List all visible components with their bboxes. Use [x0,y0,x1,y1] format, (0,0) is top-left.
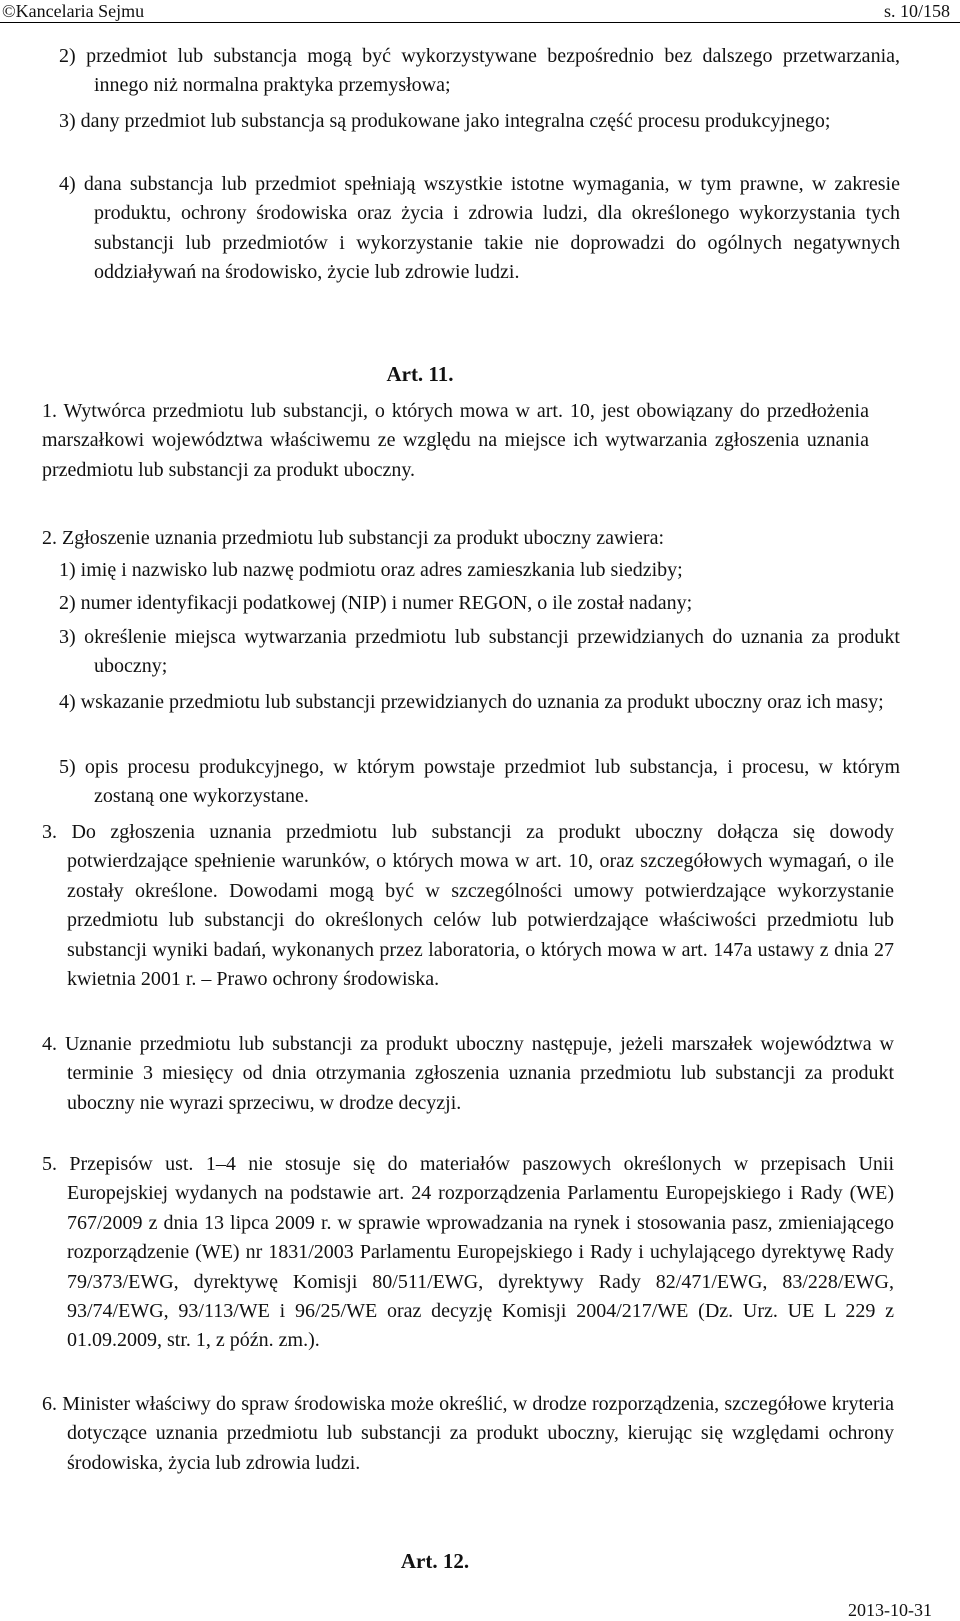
list-item: 3) określenie miejsca wytwarzania przedmiotu lub substancji przewidzianych do uznania za produkt uboczny; [59,626,900,678]
list-item: 3) dany przedmiot lub substancja są produkowane jako integralna część procesu produkcyjnego; [59,110,831,132]
footer-date: 2013-10-31 [848,1600,932,1620]
list-item: 2) przedmiot lub substancja mogą być wykorzystywane bezpośrednio bez dalszego przetwarzania, innego niż normalna praktyka przemysłowa; [59,45,900,97]
header-divider [0,22,960,23]
article-heading: Art. 11. [386,362,454,386]
list-item: 2) numer identyfikacji podatkowej (NIP) i numer REGON, o ile został nadany; [59,592,693,614]
copyright-label: ©Kancelaria Sejmu [2,1,145,21]
paragraph: 4. Uznanie przedmiotu lub substancji za produkt uboczny następuje, jeżeli marszałek województwa w terminie 3 miesięcy od dnia otrzymania zgłoszenia uznania przedmiotu lub substancji za produkt uboczny nie wyrazi sprzeciwu, w drodze decyzji. [42,1033,894,1114]
paragraph: 2. Zgłoszenie uznania przedmiotu lub substancji za produkt uboczny zawiera: [42,527,665,549]
paragraph: 3. Do zgłoszenia uznania przedmiotu lub substancji za produkt uboczny dołącza się dowody potwierdzające spełnienie warunków, o których mowa w art. 10, oraz szczegółowych wymagań, o ile zostały określone. Dowodami mogą być w szczególności umowy potwierdzające wykorzystanie przedmiotu lub substancji do określonych celów lub potwierdzające właściwości przedmiotu lub substancji wyniki badań, wykonanych przez laboratoria, o których mowa w art. 147a ustawy z dnia 27 kwietnia 2001 r. – Prawo ochrony środowiska. [42,821,894,991]
paragraph: 5. Przepisów ust. 1–4 nie stosuje się do materiałów paszowych określonych w przepisach Unii Europejskiej wydanych na podstawie art. 24 rozporządzenia Parlamentu Europejskiego i Rady (WE) 767/2009 z dnia 13 lipca 2009 r. w sprawie wprowadzania na rynek i stosowania pasz, zmieniającego rozporządzenie (WE) nr 1831/2003 Parlamentu Europejskiego i Rady i uchylającego dyrektywę Rady 79/373/EWG, dyrektywę Komisji 80/511/EWG, dyrektywy Rady 82/471/EWG, 83/228/EWG, 93/74/EWG, 93/113/WE i 96/25/WE oraz decyzję Komisji 2004/217/WE (Dz. Urz. UE L 229 z 01.09.2009, str. 1, z późn. zm.). [42,1153,894,1352]
paragraph: 6. Minister właściwy do spraw środowiska może określić, w drodze rozporządzenia, szczegółowe kryteria dotyczące uznania przedmiotu lub substancji za produkt uboczny, kierując się względami ochrony środowiska, życia lub zdrowia ludzi. [42,1393,894,1474]
list-item: 5) opis procesu produkcyjnego, w którym powstaje przedmiot lub substancja, i procesu, w którym zostaną one wykorzystane. [59,756,900,808]
article-heading: Art. 12. [400,1549,470,1573]
list-item: 4) wskazanie przedmiotu lub substancji przewidzianych do uznania za produkt uboczny oraz ich masy; [59,691,884,713]
page-number: s. 10/158 [883,1,950,21]
list-item: 4) dana substancja lub przedmiot spełniają wszystkie istotne wymagania, w tym prawne, w zakresie produktu, ochrony środowiska oraz życia i zdrowia ludzi, dla określonego wykorzystania tych substancji lub przedmiotów i wykorzystanie takie nie doprowadzi do ogólnych negatywnych oddziaływań na środowisko, życie lub zdrowie ludzi. [59,173,900,284]
paragraph: 1. Wytwórca przedmiotu lub substancji, o których mowa w art. 10, jest obowiązany do przedłożenia marszałkowi województwa właściwemu ze względu na miejsce ich wytwarzania zgłoszenia uznania przedmiotu lub substancji za produkt uboczny. [42,400,869,481]
list-item: 1) imię i nazwisko lub nazwę podmiotu oraz adres zamieszkania lub siedziby; [59,559,683,581]
